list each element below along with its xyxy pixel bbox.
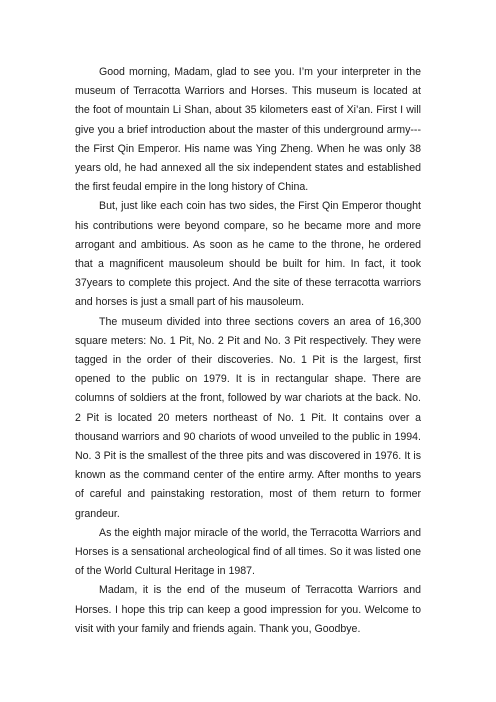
paragraph-introduction: Good morning, Madam, glad to see you. I’m your interpreter in the museum of Terracotta Warriors and Horses. This museum is located at the foot of mountain Li Shan, about 35 kilometers east of Xi’an. First I will give you a brief introduction about the master of this underground army---the First Qin Emperor. His name was Ying Zheng. When he was only 38 years old, he had annexed all the six independent states and established the first feudal empire in the long history of China. xyxy=(75,66,421,194)
document-page xyxy=(75,63,421,639)
paragraph-farewell: Madam, it is the end of the museum of Terracotta Warriors and Horses. I hope this trip can keep a good impression for you. Welcome to visit with your family and friends again. Thank you, Goodbye. xyxy=(75,584,421,635)
paragraph-world-heritage: As the eighth major miracle of the world, the Terracotta Warriors and Horses is a sensational archeological find of all times. So it was listed one of the World Cultural Heritage in 1987. xyxy=(75,526,421,578)
paragraph-mausoleum: But, just like each coin has two sides, the First Qin Emperor thought his contributions were beyond compare, so he became more and more arrogant and ambitious. As soon as he came to the throne, he ordered that a magnificent mausoleum should be built for him. In fact, it took 37years to complete this project. And the site of these terracotta warriors and horses is just a small part of his mausoleum. xyxy=(75,200,421,309)
paragraph-pits: The museum divided into three sections covers an area of 16,300 square meters: No. 1 Pit, No. 2 Pit and No. 3 Pit respectively. They were tagged in the order of their discoveries. No. 1 Pit is the largest, first opened to the public on 1979. It is in rectangular shape. There are columns of soldiers at the front, followed by war chariots at the back. No. 2 Pit is located 20 meters northeast of No. 1 Pit. It contains over a thousand warriors and 90 chariots of wood unveiled to the public in 1994. No. 3 Pit is the smallest of the three pits and was discovered in 1976. It is known as the command center of the entire army. After months to years of careful and painstaking restoration, most of them return to former grandeur. xyxy=(75,315,421,520)
